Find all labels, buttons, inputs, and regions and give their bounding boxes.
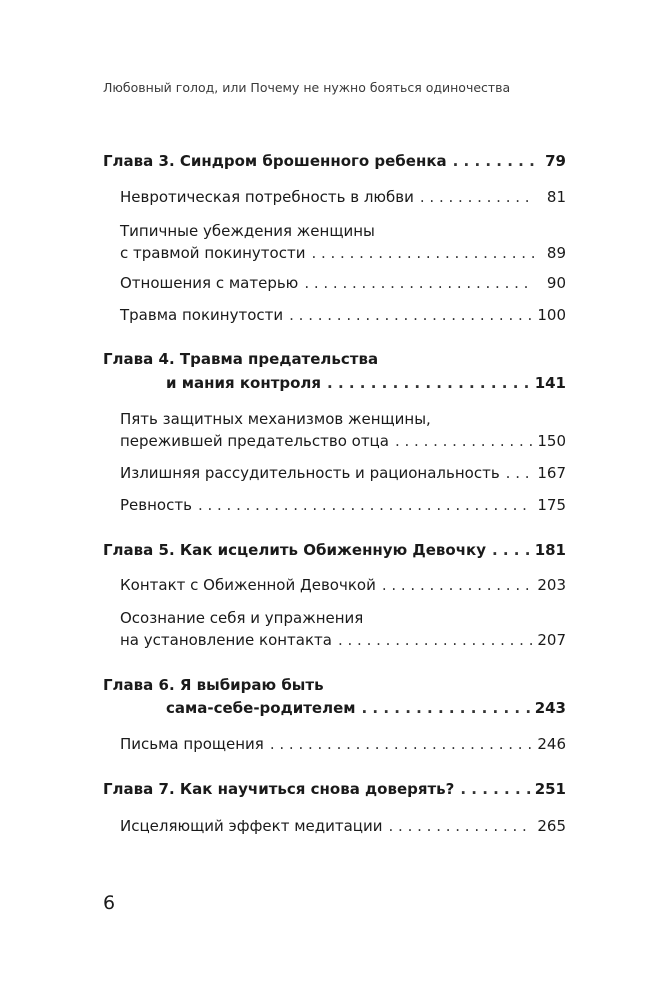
toc-chapter-4-line-1[interactable] xyxy=(103,348,566,370)
dot-leader xyxy=(311,242,534,264)
running-head: Любовный голод, или Почему не нужно бояться одиночества xyxy=(103,80,511,95)
toc-entry-title: Глава 7. Как научиться снова доверять? xyxy=(103,780,455,798)
toc-entry-page: 141 xyxy=(534,374,566,392)
toc-entry-title: Глава 4. Травма предательства xyxy=(103,350,379,368)
toc-entry-title: сама-себе-родителем xyxy=(166,699,356,717)
dot-leader xyxy=(420,186,534,208)
toc-entry-title: на установление контакта xyxy=(120,631,332,649)
dot-leader xyxy=(304,272,534,294)
toc-entry-title: Осознание себя и упражнения xyxy=(120,609,364,627)
toc-entry-page: 79 xyxy=(545,152,566,170)
toc-section-4-1[interactable] xyxy=(120,430,566,452)
toc-entry-page: 89 xyxy=(546,244,566,262)
toc-entry-title: Травма покинутости xyxy=(120,306,284,324)
toc-section-3-4[interactable] xyxy=(120,304,566,326)
toc-entry-page: 181 xyxy=(534,541,566,559)
toc-entry-title: Исцеляющий эффект медитации xyxy=(120,817,383,835)
toc-entry-title: и мания контроля xyxy=(166,374,322,392)
toc-section-5-1[interactable] xyxy=(120,574,566,596)
toc-entry-page: 150 xyxy=(537,432,566,450)
page-number: 6 xyxy=(103,892,116,914)
toc-section-5-2-line-1[interactable] xyxy=(120,607,566,629)
toc-entry-title: Пять защитных механизмов женщины, xyxy=(120,410,431,428)
toc-entry-title: Глава 3. Синдром брошенного ребенка xyxy=(103,152,447,170)
toc-section-4-3[interactable] xyxy=(120,494,566,516)
dot-leader xyxy=(327,372,531,394)
toc-entry-page: 81 xyxy=(546,188,566,206)
toc-chapter-6[interactable] xyxy=(166,697,566,719)
dot-leader xyxy=(460,778,530,800)
dot-leader xyxy=(198,494,533,516)
dot-leader xyxy=(389,815,534,837)
toc-entry-page: 90 xyxy=(546,274,566,292)
toc-chapter-6-line-1[interactable] xyxy=(103,674,566,696)
toc-entry-page: 175 xyxy=(537,496,566,514)
toc-entry-title: с травмой покинутости xyxy=(120,244,306,262)
toc-chapter-5[interactable] xyxy=(103,539,566,561)
dot-leader xyxy=(395,430,533,452)
dot-leader xyxy=(453,150,534,172)
toc-section-7-1[interactable] xyxy=(120,815,566,837)
dot-leader xyxy=(338,629,533,651)
dot-leader xyxy=(492,539,531,561)
toc-entry-title: Отношения с матерью xyxy=(120,274,299,292)
toc-entry-title: Ревность xyxy=(120,496,192,514)
toc-entry-page: 207 xyxy=(537,631,566,649)
toc-entry-title: Письма прощения xyxy=(120,735,264,753)
toc-section-6-1[interactable] xyxy=(120,733,566,755)
toc-entry-page: 251 xyxy=(534,780,566,798)
toc-chapter-7[interactable] xyxy=(103,778,566,800)
dot-leader xyxy=(382,574,534,596)
toc-section-4-1-line-1[interactable] xyxy=(120,408,566,430)
toc-entry-title: Невротическая потребность в любви xyxy=(120,188,414,206)
toc-section-3-1[interactable] xyxy=(120,186,566,208)
toc-section-3-2-line-1[interactable] xyxy=(120,220,566,242)
toc-section-4-2[interactable] xyxy=(120,462,566,484)
toc-entry-title: Типичные убеждения женщины xyxy=(120,222,375,240)
toc-entry-title: Контакт с Обиженной Девочкой xyxy=(120,576,376,594)
toc-entry-page: 246 xyxy=(537,735,566,753)
dot-leader xyxy=(506,462,534,484)
toc-entry-page: 265 xyxy=(537,817,566,835)
toc-chapter-3[interactable] xyxy=(103,150,566,172)
toc-section-5-2[interactable] xyxy=(120,629,566,651)
toc-entry-title: Излишняя рассудительность и рациональность xyxy=(120,464,500,482)
toc-entry-title: Глава 6. Я выбираю быть xyxy=(103,676,324,694)
toc-entry-page: 100 xyxy=(537,306,566,324)
toc-entry-title: пережившей предательство отца xyxy=(120,432,389,450)
dot-leader xyxy=(289,304,533,326)
toc-entry-page: 203 xyxy=(537,576,566,594)
dot-leader xyxy=(362,697,531,719)
toc-chapter-4[interactable] xyxy=(166,372,566,394)
toc-section-3-3[interactable] xyxy=(120,272,566,294)
toc-section-3-2[interactable] xyxy=(120,242,566,264)
dot-leader xyxy=(270,733,534,755)
toc-entry-title: Глава 5. Как исцелить Обиженную Девочку xyxy=(103,541,486,559)
toc-entry-page: 167 xyxy=(537,464,566,482)
toc-entry-page: 243 xyxy=(534,699,566,717)
